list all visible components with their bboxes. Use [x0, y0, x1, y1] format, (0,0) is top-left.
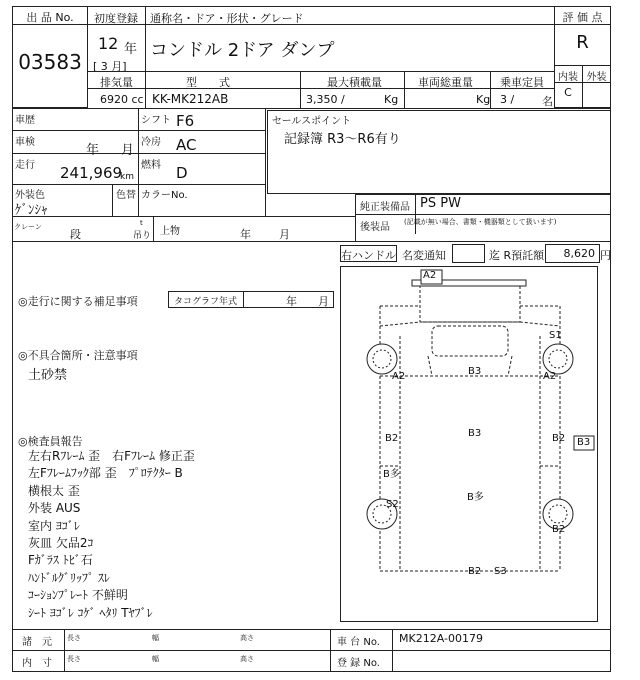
crane-stage: 段 — [70, 228, 81, 241]
mileage-label: 走行 — [15, 160, 35, 171]
name-change-box — [452, 244, 485, 263]
inspector-line: ﾊﾝﾄﾞﾙｸﾞﾘｯﾌﾟ ｽﾚ — [28, 570, 110, 585]
first-reg-year-unit: 年 — [124, 42, 138, 57]
exterior-grade-label: 外装 — [586, 72, 607, 83]
sales-point-label: セールスポイント — [272, 116, 352, 127]
grade-label: 評 価 点 — [562, 11, 603, 24]
interior-dim-label: 内 寸 — [22, 658, 52, 669]
shift-value: F6 — [176, 112, 195, 130]
capacity-label: 乗車定員 — [500, 76, 544, 89]
inspection-month: 月 — [121, 143, 135, 158]
tacho-label: タコグラフ年式 — [174, 297, 238, 307]
interior-length-label: 長さ — [67, 655, 81, 663]
mileage-unit: km — [120, 172, 134, 182]
max-load-unit: Kg — [384, 93, 399, 106]
crane-tonnage: t — [140, 219, 143, 227]
aftermarket-note: (記載が無い場合、書類・機器類として扱います) — [404, 218, 557, 226]
ac-label: 冷房 — [141, 137, 161, 148]
mark-b2-right-lower: B2 — [552, 524, 566, 535]
crane-label: クレーン — [14, 223, 42, 231]
mark-b3-cab: B3 — [468, 366, 482, 377]
mark-b3-center: B3 — [468, 428, 482, 439]
interior-height-label: 高さ — [240, 655, 254, 663]
inspector-line: Fｶﾞﾗｽ ﾄﾋﾞ石 — [28, 553, 93, 568]
color-change-label: 色替 — [116, 190, 136, 201]
inspector-line: 室内 ﾖｺﾞﾚ — [28, 518, 80, 533]
inspector-line: ｺｰｼｮﾝﾌﾟﾚｰﾄ 不鮮明 — [28, 588, 128, 603]
right-handle: 右ハンドル — [341, 249, 396, 262]
max-load-value: 3,350 / — [306, 93, 345, 106]
shift-label: シフト — [141, 115, 171, 126]
mark-b2-left: B2 — [385, 433, 399, 444]
height-label: 高さ — [240, 634, 254, 642]
fuel-value: D — [176, 164, 188, 182]
tacho-year: 年 — [286, 295, 297, 308]
overall-grade: R — [576, 32, 589, 53]
mark-a2-top: A2 — [423, 270, 437, 281]
fuel-label: 燃料 — [141, 160, 161, 171]
inspection-year: 年 — [86, 143, 100, 158]
exterior-color-label: 外装色 — [15, 190, 45, 201]
standard-equipment: PS PW — [420, 196, 461, 211]
driving-notes-label: ◎走行に関する補足事項 — [18, 295, 138, 308]
mark-s2: S2 — [386, 499, 399, 510]
model-code: KK-MK212AB — [152, 92, 229, 106]
inspector-line: 灰皿 欠品2ｺ — [28, 535, 94, 550]
mark-s1: S1 — [549, 330, 562, 341]
registration-label: 登 録 No. — [337, 658, 380, 669]
width-label: 幅 — [152, 634, 159, 642]
mark-b2-bottom: B2 — [468, 566, 482, 577]
aftermarket-label: 後装品 — [360, 222, 390, 233]
mark-b3-side: B3 — [577, 437, 591, 448]
color-code-label: カラーNo. — [141, 190, 188, 201]
max-load-label: 最大積載量 — [327, 76, 382, 89]
length-label: 長さ — [67, 634, 81, 642]
displacement-value: 6920 cc — [100, 93, 144, 106]
first-reg-month: [ 3 月] — [93, 60, 127, 73]
model-name-label: 通称名・ドア・形状・グレード — [150, 12, 304, 25]
mark-b2-right: B2 — [552, 433, 566, 444]
interior-width-label: 幅 — [152, 655, 159, 663]
mark-a2-right: A2 — [543, 371, 557, 382]
chassis-number: MK212A-00179 — [399, 632, 483, 645]
chassis-label: 車 台 No. — [337, 637, 380, 648]
inspector-label: ◎検査員報告 — [18, 435, 83, 448]
interior-grade: C — [564, 86, 572, 99]
lot-number: 03583 — [18, 50, 82, 74]
recycle-label: 迄 R預託額 — [489, 249, 545, 262]
defects-text: 土砂禁 — [28, 368, 68, 383]
body-month: 月 — [279, 228, 290, 241]
crane-lift: 吊り — [133, 231, 152, 241]
sales-point-box — [267, 110, 611, 194]
first-reg-label: 初度登録 — [94, 12, 138, 25]
tacho-month: 月 — [318, 295, 329, 308]
defects-label: ◎不具合箇所・注意事項 — [18, 349, 138, 362]
name-change-label: 名変通知 — [402, 249, 446, 262]
mileage-value: 241,969 — [60, 164, 123, 182]
inspector-line: 左Fﾌﾚｰﾑﾌｯｸ部 歪 ﾌﾟﾛﾃｸﾀｰ B — [28, 466, 183, 481]
mark-b-many-left: B多 — [383, 469, 400, 480]
inspector-report — [28, 447, 328, 621]
gross-weight-unit: Kg — [476, 93, 491, 106]
inspection-label: 車検 — [15, 137, 35, 148]
exterior-color: ｹﾞﾝｼｬ — [15, 203, 48, 218]
recycle-amount: 8,620 — [563, 247, 595, 260]
inspector-line: 外装 AUS — [28, 501, 81, 516]
inspector-line: 左右Rﾌﾚｰﾑ 歪 右Fﾌﾚｰﾑ 修正歪 — [28, 449, 195, 463]
standard-equipment-label: 純正装備品 — [360, 202, 410, 213]
mark-b-many-center: B多 — [467, 492, 484, 503]
lot-label: 出 品 No. — [26, 11, 74, 24]
interior-grade-label: 内装 — [558, 72, 578, 83]
model-name: コンドル 2ドア ダンプ — [150, 40, 335, 61]
body-year: 年 — [240, 228, 251, 241]
spec-label: 諸 元 — [22, 637, 52, 648]
mark-s3: S3 — [494, 566, 507, 577]
inspector-line: 横根太 歪 — [28, 483, 80, 498]
history-label: 車歴 — [15, 115, 35, 126]
body-label: 上物 — [160, 226, 180, 237]
capacity-value: 3 / — [500, 93, 515, 106]
mark-a2-left: A2 — [392, 371, 406, 382]
yen-unit: 円 — [600, 249, 611, 262]
ac-value: AC — [176, 136, 197, 154]
displacement-label: 排気量 — [100, 76, 133, 89]
sales-point: 記録簿 R3〜R6有り — [284, 132, 401, 147]
gross-weight-label: 車両総重量 — [418, 76, 473, 89]
capacity-unit: 名 — [542, 95, 553, 108]
inspector-line: ｼｰﾄ ﾖｺﾞﾚ ｺｹﾞ ﾍﾀﾘ Tﾔﾌﾞﾚ — [28, 605, 153, 620]
model-code-label: 型 式 — [186, 76, 230, 89]
first-reg-year: 12 — [98, 34, 119, 53]
